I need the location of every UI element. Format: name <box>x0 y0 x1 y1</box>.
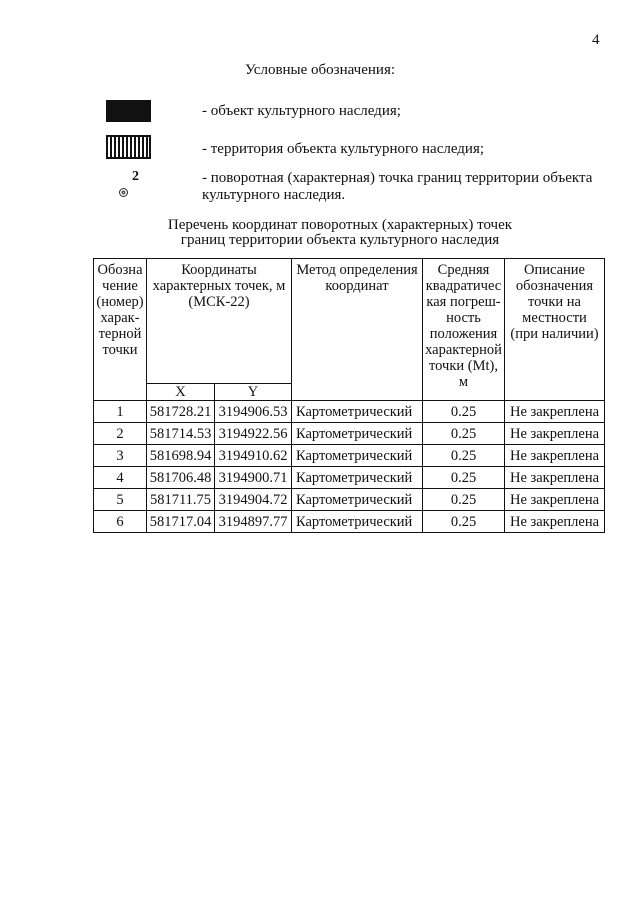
cell-x: 581717.04 <box>147 511 215 533</box>
table-row <box>94 445 605 467</box>
cell-number: 2 <box>94 423 147 445</box>
boundary-point-circle-icon <box>119 188 128 197</box>
cell-x: 581706.48 <box>147 467 215 489</box>
cell-y: 3194900.71 <box>215 467 292 489</box>
cell-method: Картометрический <box>292 467 423 489</box>
cell-error: 0.25 <box>423 467 505 489</box>
cell-description: Не закреплена <box>505 489 605 511</box>
table-row <box>94 467 605 489</box>
header-designation: Обозна чение (номер) харак- терной точки <box>94 259 147 401</box>
cell-method: Картометрический <box>292 423 423 445</box>
cell-number: 1 <box>94 401 147 423</box>
legend-item-heritage-territory: - территория объекта культурного наследия; <box>202 141 485 157</box>
header-method: Метод определения координат <box>292 259 423 401</box>
page-number: 4 <box>592 32 600 48</box>
cell-x: 581711.75 <box>147 489 215 511</box>
table-row <box>94 511 605 533</box>
header-y: Y <box>215 384 292 401</box>
header-x: X <box>147 384 215 401</box>
cell-error: 0.25 <box>423 401 505 423</box>
legend-item-heritage-object: - объект культурного наследия; <box>202 103 401 119</box>
cell-x: 581728.21 <box>147 401 215 423</box>
legend-title: Условные обозначения: <box>244 62 396 78</box>
cell-y: 3194910.62 <box>215 445 292 467</box>
cell-error: 0.25 <box>423 423 505 445</box>
table-title <box>0 218 640 248</box>
coordinates-table <box>93 258 605 533</box>
cell-error: 0.25 <box>423 511 505 533</box>
cell-y: 3194922.56 <box>215 423 292 445</box>
cell-number: 5 <box>94 489 147 511</box>
cell-y: 3194904.72 <box>215 489 292 511</box>
table-title-line-2: границ территории объекта культурного наследия <box>180 232 500 248</box>
cell-x: 581698.94 <box>147 445 215 467</box>
table-row <box>94 489 605 511</box>
cell-method: Картометрический <box>292 401 423 423</box>
cell-y: 3194906.53 <box>215 401 292 423</box>
cell-method: Картометрический <box>292 511 423 533</box>
cell-description: Не закреплена <box>505 467 605 489</box>
cell-number: 6 <box>94 511 147 533</box>
cell-description: Не закреплена <box>505 511 605 533</box>
header-coordinates: Координаты характерных точек, м (МСК-22) <box>147 259 292 384</box>
cell-x: 581714.53 <box>147 423 215 445</box>
cell-description: Не закреплена <box>505 401 605 423</box>
cell-method: Картометрический <box>292 489 423 511</box>
cell-number: 4 <box>94 467 147 489</box>
cell-y: 3194897.77 <box>215 511 292 533</box>
legend-item-boundary-point: - поворотная (характерная) точка границ территории объекта культурного наследия. <box>202 170 593 203</box>
cell-error: 0.25 <box>423 489 505 511</box>
cell-number: 3 <box>94 445 147 467</box>
table-row <box>94 423 605 445</box>
header-error: Средняя квадратичес кая погреш- ность положения характерной точки (Mt), м <box>423 259 505 401</box>
cell-error: 0.25 <box>423 445 505 467</box>
table-row <box>94 401 605 423</box>
heritage-object-symbol-icon <box>106 100 151 122</box>
boundary-point-number: 2 <box>132 169 139 184</box>
table-title-line-1: Перечень координат поворотных (характерных) точек <box>167 217 513 233</box>
header-description: Описание обозначения точки на местности (при наличии) <box>505 259 605 401</box>
heritage-territory-hatch-icon <box>106 135 151 159</box>
cell-description: Не закреплена <box>505 445 605 467</box>
cell-method: Картометрический <box>292 445 423 467</box>
cell-description: Не закреплена <box>505 423 605 445</box>
